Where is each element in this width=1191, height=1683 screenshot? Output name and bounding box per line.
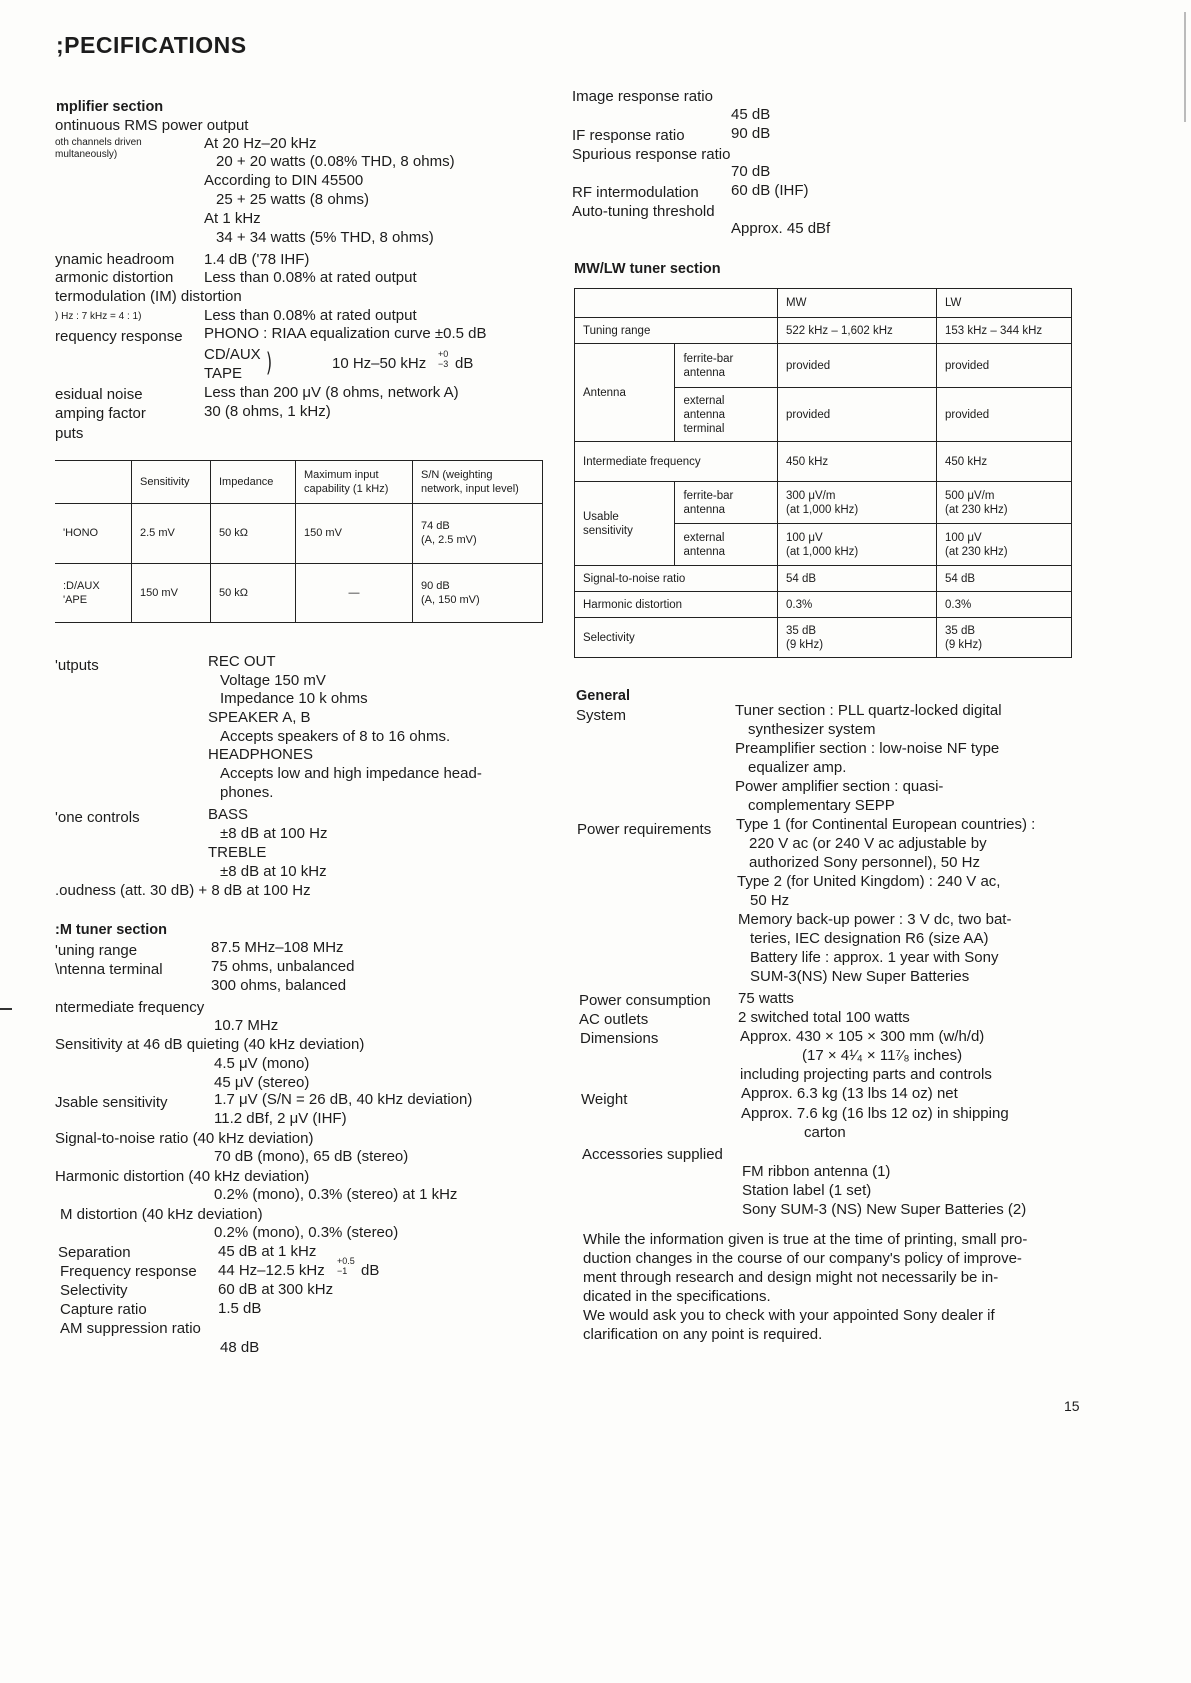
fm-sep-label: Separation — [58, 1244, 131, 1261]
table-header: Maximum input capability (1 kHz) — [296, 461, 413, 504]
input-name: :D/AUX 'APE — [55, 564, 132, 623]
system-v5: Power amplifier section : quasi- — [735, 778, 944, 795]
amp-fr-cdaux: CD/AUX — [204, 346, 261, 363]
amp-im-note: ) Hz : 7 kHz = 4 : 1) — [55, 311, 142, 322]
system-v6: complementary SEPP — [748, 797, 895, 814]
cell-lw: 35 dB (9 kHz) — [937, 618, 1072, 658]
table-header-row — [575, 289, 1072, 318]
system-v1: Tuner section : PLL quartz-locked digital — [735, 702, 1002, 719]
amp-fr-unit: dB — [455, 355, 474, 372]
image-response-value: 45 dB — [731, 106, 771, 123]
cell-lw: 54 dB — [937, 566, 1072, 592]
headroom-value: 1.4 dB ('78 IHF) — [204, 251, 310, 268]
table-row — [55, 503, 543, 564]
page-title: ;PECIFICATIONS — [56, 32, 247, 58]
notice-line: While the information given is true at the time of printing, small pro- — [583, 1231, 1028, 1248]
table-row — [575, 592, 1072, 618]
accessories-v3: Sony SUM-3 (NS) New Super Batteries (2) — [742, 1201, 1027, 1218]
power-label: Power requirements — [577, 821, 712, 838]
cont-power-v4: 25 + 25 watts (8 ohms) — [216, 191, 369, 208]
row-sublabel: ferrite-bar antenna — [675, 344, 778, 388]
fm-tr-value: 87.5 MHz–108 MHz — [211, 939, 344, 956]
tone-label: 'one controls — [55, 809, 140, 826]
fm-heading: :M tuner section — [55, 922, 167, 938]
cell-lw: provided — [937, 344, 1072, 388]
amp-hd-label: armonic distortion — [55, 269, 174, 286]
amp-im-value: Less than 0.08% at rated output — [204, 307, 417, 324]
page-number: 15 — [1064, 1398, 1080, 1414]
cont-power-label: ontinuous RMS power output — [55, 117, 249, 134]
weight-label: Weight — [581, 1091, 628, 1108]
fm-im-value: 0.2% (mono), 0.3% (stereo) — [214, 1224, 399, 1241]
col-lw: LW — [937, 289, 1072, 318]
row-label: Usable sensitivity — [575, 482, 675, 566]
fm-fr-tol-up: +0.5 — [337, 1256, 355, 1266]
fm-fr-unit: dB — [361, 1262, 380, 1279]
amp-fr-tape: TAPE — [204, 365, 243, 382]
input-sensitivity: 2.5 mV — [132, 503, 211, 564]
cell-lw: 0.3% — [937, 592, 1072, 618]
auto-tuning-label: Auto-tuning threshold — [572, 203, 715, 220]
input-max: — — [296, 564, 413, 623]
cell-mw: provided — [778, 344, 937, 388]
inputs-label: puts — [55, 425, 84, 442]
cell-mw: 522 kHz – 1,602 kHz — [778, 318, 937, 344]
loudness: .oudness (att. 30 dB) + 8 dB at 100 Hz — [55, 882, 311, 899]
fm-sel-label: Selectivity — [60, 1282, 128, 1299]
tone-v4: ±8 dB at 10 kHz — [220, 863, 327, 880]
accessories-label: Accessories supplied — [582, 1146, 723, 1163]
amp-fr-range: 10 Hz–50 kHz — [332, 355, 427, 372]
auto-tuning-value: Approx. 45 dBf — [731, 220, 831, 237]
outputs-v8: phones. — [220, 784, 274, 801]
outputs-v7: Accepts low and high impedance head- — [220, 765, 482, 782]
fm-sep-value: 45 dB at 1 kHz — [218, 1243, 317, 1260]
cell-lw: 500 μV/m (at 230 kHz) — [937, 482, 1072, 524]
scan-mark — [0, 1008, 12, 1010]
outputs-v2: Voltage 150 mV — [220, 672, 326, 689]
fm-us-label: Jsable sensitivity — [55, 1094, 168, 1111]
simultaneously-note: multaneously) — [55, 149, 118, 160]
input-sn: 90 dB (A, 150 mV) — [413, 564, 543, 623]
weight-v2: Approx. 7.6 kg (16 lbs 12 oz) in shipping — [741, 1105, 1009, 1122]
table-header: Impedance — [211, 461, 296, 504]
ac-outlets-value: 2 switched total 100 watts — [738, 1009, 910, 1026]
mwlw-table — [574, 288, 1072, 658]
row-label: Harmonic distortion — [575, 592, 778, 618]
noise-label: esidual noise — [55, 386, 143, 403]
general-heading: General — [576, 688, 630, 704]
cont-power-v5: At 1 kHz — [204, 210, 261, 227]
amp-fr-tol-up: +0 — [438, 349, 449, 359]
row-sublabel: external antenna terminal — [675, 388, 778, 442]
dimensions-v3: including projecting parts and controls — [740, 1066, 992, 1083]
cont-power-v1: At 20 Hz–20 kHz — [204, 135, 317, 152]
fm-fr-value: 44 Hz–12.5 kHz — [218, 1262, 325, 1279]
fm-sel-value: 60 dB at 300 kHz — [218, 1281, 334, 1298]
row-label: Selectivity — [575, 618, 778, 658]
table-header: S/N (weighting network, input level) — [413, 461, 543, 504]
weight-v3: carton — [804, 1124, 846, 1141]
cell-mw: 35 dB (9 kHz) — [778, 618, 937, 658]
fm-if-label: ntermediate frequency — [55, 999, 205, 1016]
fm-hd-label: Harmonic distortion (40 kHz deviation) — [55, 1168, 310, 1185]
power-v3: authorized Sony personnel), 50 Hz — [749, 854, 980, 871]
input-sensitivity: 150 mV — [132, 564, 211, 623]
input-impedance: 50 kΩ — [211, 503, 296, 564]
accessories-v1: FM ribbon antenna (1) — [742, 1163, 891, 1180]
damping-value: 30 (8 ohms, 1 kHz) — [204, 403, 331, 420]
cont-power-v2: 20 + 20 watts (0.08% THD, 8 ohms) — [216, 153, 455, 170]
outputs-v5: Accepts speakers of 8 to 16 ohms. — [220, 728, 451, 745]
fm-cap-label: Capture ratio — [60, 1301, 147, 1318]
spurious-value: 70 dB — [731, 163, 771, 180]
consumption-label: Power consumption — [579, 992, 711, 1009]
brace-icon: ) — [266, 348, 273, 378]
input-max: 150 mV — [296, 503, 413, 564]
mwlw-heading: MW/LW tuner section — [574, 261, 721, 277]
fm-sens-v2: 45 μV (stereo) — [214, 1074, 310, 1091]
input-name: 'HONO — [55, 503, 132, 564]
outputs-v1: REC OUT — [208, 653, 276, 670]
fm-hd-value: 0.2% (mono), 0.3% (stereo) at 1 kHz — [214, 1186, 458, 1203]
outputs-v6: HEADPHONES — [208, 746, 314, 763]
amp-fr-label: requency response — [55, 328, 183, 345]
row-sublabel: external antenna — [675, 524, 778, 566]
outputs-label: 'utputs — [55, 657, 99, 674]
row-label: Antenna — [575, 344, 675, 442]
dimensions-label: Dimensions — [580, 1030, 659, 1047]
system-v2: synthesizer system — [748, 721, 876, 738]
table-row — [575, 344, 1072, 388]
cell-lw: provided — [937, 388, 1072, 442]
col-mw: MW — [778, 289, 937, 318]
fm-sens-v1: 4.5 μV (mono) — [214, 1055, 310, 1072]
notice-line: clarification on any point is required. — [583, 1326, 823, 1343]
cell-lw: 153 kHz – 344 kHz — [937, 318, 1072, 344]
row-sublabel: ferrite-bar antenna — [675, 482, 778, 524]
cell-lw: 450 kHz — [937, 442, 1072, 482]
cont-power-v6: 34 + 34 watts (5% THD, 8 ohms) — [216, 229, 434, 246]
table-row — [575, 566, 1072, 592]
rf-im-label: RF intermodulation — [572, 184, 699, 201]
fm-ant-label: \ntenna terminal — [55, 961, 163, 978]
amp-fr-phono: PHONO : RIAA equalization curve ±0.5 dB — [204, 325, 487, 342]
dimensions-v2: (17 × 4¹⁄₄ × 11⁷⁄₈ inches) — [802, 1047, 963, 1064]
inputs-table — [55, 460, 543, 623]
fm-am-label: AM suppression ratio — [60, 1320, 201, 1337]
damping-label: amping factor — [55, 405, 146, 422]
tone-v1: BASS — [208, 806, 249, 823]
input-impedance: 50 kΩ — [211, 564, 296, 623]
amplifier-heading: mplifier section — [56, 99, 164, 115]
accessories-v2: Station label (1 set) — [742, 1182, 872, 1199]
system-v4: equalizer amp. — [748, 759, 847, 776]
power-v2: 220 V ac (or 240 V ac adjustable by — [749, 835, 987, 852]
tone-v3: TREBLE — [208, 844, 267, 861]
ac-outlets-label: AC outlets — [579, 1011, 649, 1028]
table-header-row — [55, 461, 543, 504]
fm-am-value: 48 dB — [220, 1339, 260, 1356]
scan-edge — [1184, 12, 1186, 122]
notice-line: dicated in the specifications. — [583, 1288, 771, 1305]
notice-line: ment through research and design might not necessarily be in- — [583, 1269, 999, 1286]
input-sn: 74 dB (A, 2.5 mV) — [413, 503, 543, 564]
fm-sens-label: Sensitivity at 46 dB quieting (40 kHz deviation) — [55, 1036, 365, 1053]
row-label: Intermediate frequency — [575, 442, 778, 482]
power-v9: SUM-3(NS) New Super Batteries — [750, 968, 970, 985]
power-v8: Battery life : approx. 1 year with Sony — [750, 949, 999, 966]
cont-power-v3: According to DIN 45500 — [204, 172, 364, 189]
both-channels-note: oth channels driven — [55, 137, 142, 148]
fm-fr-label: Frequency response — [60, 1263, 197, 1280]
row-label: Signal-to-noise ratio — [575, 566, 778, 592]
headroom-label: ynamic headroom — [55, 251, 175, 268]
amp-fr-tol-dn: −3 — [438, 359, 449, 369]
cell-mw: 300 μV/m (at 1,000 kHz) — [778, 482, 937, 524]
cell-mw: 100 μV (at 1,000 kHz) — [778, 524, 937, 566]
noise-value: Less than 200 μV (8 ohms, network A) — [204, 384, 459, 401]
system-v3: Preamplifier section : low-noise NF type — [735, 740, 1000, 757]
outputs-v4: SPEAKER A, B — [208, 709, 311, 726]
table-row — [575, 482, 1072, 524]
fm-ant-v2: 300 ohms, balanced — [211, 977, 347, 994]
fm-if-value: 10.7 MHz — [214, 1017, 279, 1034]
system-label: System — [576, 707, 627, 724]
cell-mw: provided — [778, 388, 937, 442]
image-response-label: Image response ratio — [572, 88, 713, 105]
fm-tr-label: 'uning range — [55, 942, 138, 959]
power-v7: teries, IEC designation R6 (size AA) — [750, 930, 989, 947]
rf-im-value: 60 dB (IHF) — [731, 182, 809, 199]
fm-cap-value: 1.5 dB — [218, 1300, 262, 1317]
if-response-value: 90 dB — [731, 125, 771, 142]
weight-v1: Approx. 6.3 kg (13 lbs 14 oz) net — [741, 1085, 958, 1102]
fm-ant-v1: 75 ohms, unbalanced — [211, 958, 355, 975]
amp-im-label: termodulation (IM) distortion — [55, 288, 242, 305]
cell-mw: 0.3% — [778, 592, 937, 618]
table-row — [575, 618, 1072, 658]
if-response-label: IF response ratio — [572, 127, 685, 144]
consumption-value: 75 watts — [738, 990, 794, 1007]
tone-v2: ±8 dB at 100 Hz — [220, 825, 328, 842]
cell-mw: 450 kHz — [778, 442, 937, 482]
fm-snr-label: Signal-to-noise ratio (40 kHz deviation) — [55, 1130, 314, 1147]
cell-mw: 54 dB — [778, 566, 937, 592]
table-header: Sensitivity — [132, 461, 211, 504]
spurious-label: Spurious response ratio — [572, 146, 731, 163]
cell-lw: 100 μV (at 230 kHz) — [937, 524, 1072, 566]
power-v6: Memory back-up power : 3 V dc, two bat- — [738, 911, 1012, 928]
fm-snr-value: 70 dB (mono), 65 dB (stereo) — [214, 1148, 409, 1165]
row-label: Tuning range — [575, 318, 778, 344]
table-row — [575, 442, 1072, 482]
notice-line: duction changes in the course of our company's policy of improve- — [583, 1250, 1022, 1267]
table-row — [575, 318, 1072, 344]
power-v1: Type 1 (for Continental European countries) : — [736, 816, 1036, 833]
fm-us-v2: 11.2 dBf, 2 μV (IHF) — [214, 1110, 347, 1127]
power-v5: 50 Hz — [750, 892, 790, 909]
dimensions-v1: Approx. 430 × 105 × 300 mm (w/h/d) — [740, 1028, 985, 1045]
fm-us-v1: 1.7 μV (S/N = 26 dB, 40 kHz deviation) — [214, 1091, 473, 1108]
table-row — [55, 564, 543, 623]
fm-im-label: M distortion (40 kHz deviation) — [60, 1206, 263, 1223]
amp-hd-value: Less than 0.08% at rated output — [204, 269, 417, 286]
outputs-v3: Impedance 10 k ohms — [220, 690, 368, 707]
power-v4: Type 2 (for United Kingdom) : 240 V ac, — [737, 873, 1001, 890]
fm-fr-tol-dn: −1 — [337, 1266, 348, 1276]
notice-line: We would ask you to check with your appointed Sony dealer if — [583, 1307, 995, 1324]
